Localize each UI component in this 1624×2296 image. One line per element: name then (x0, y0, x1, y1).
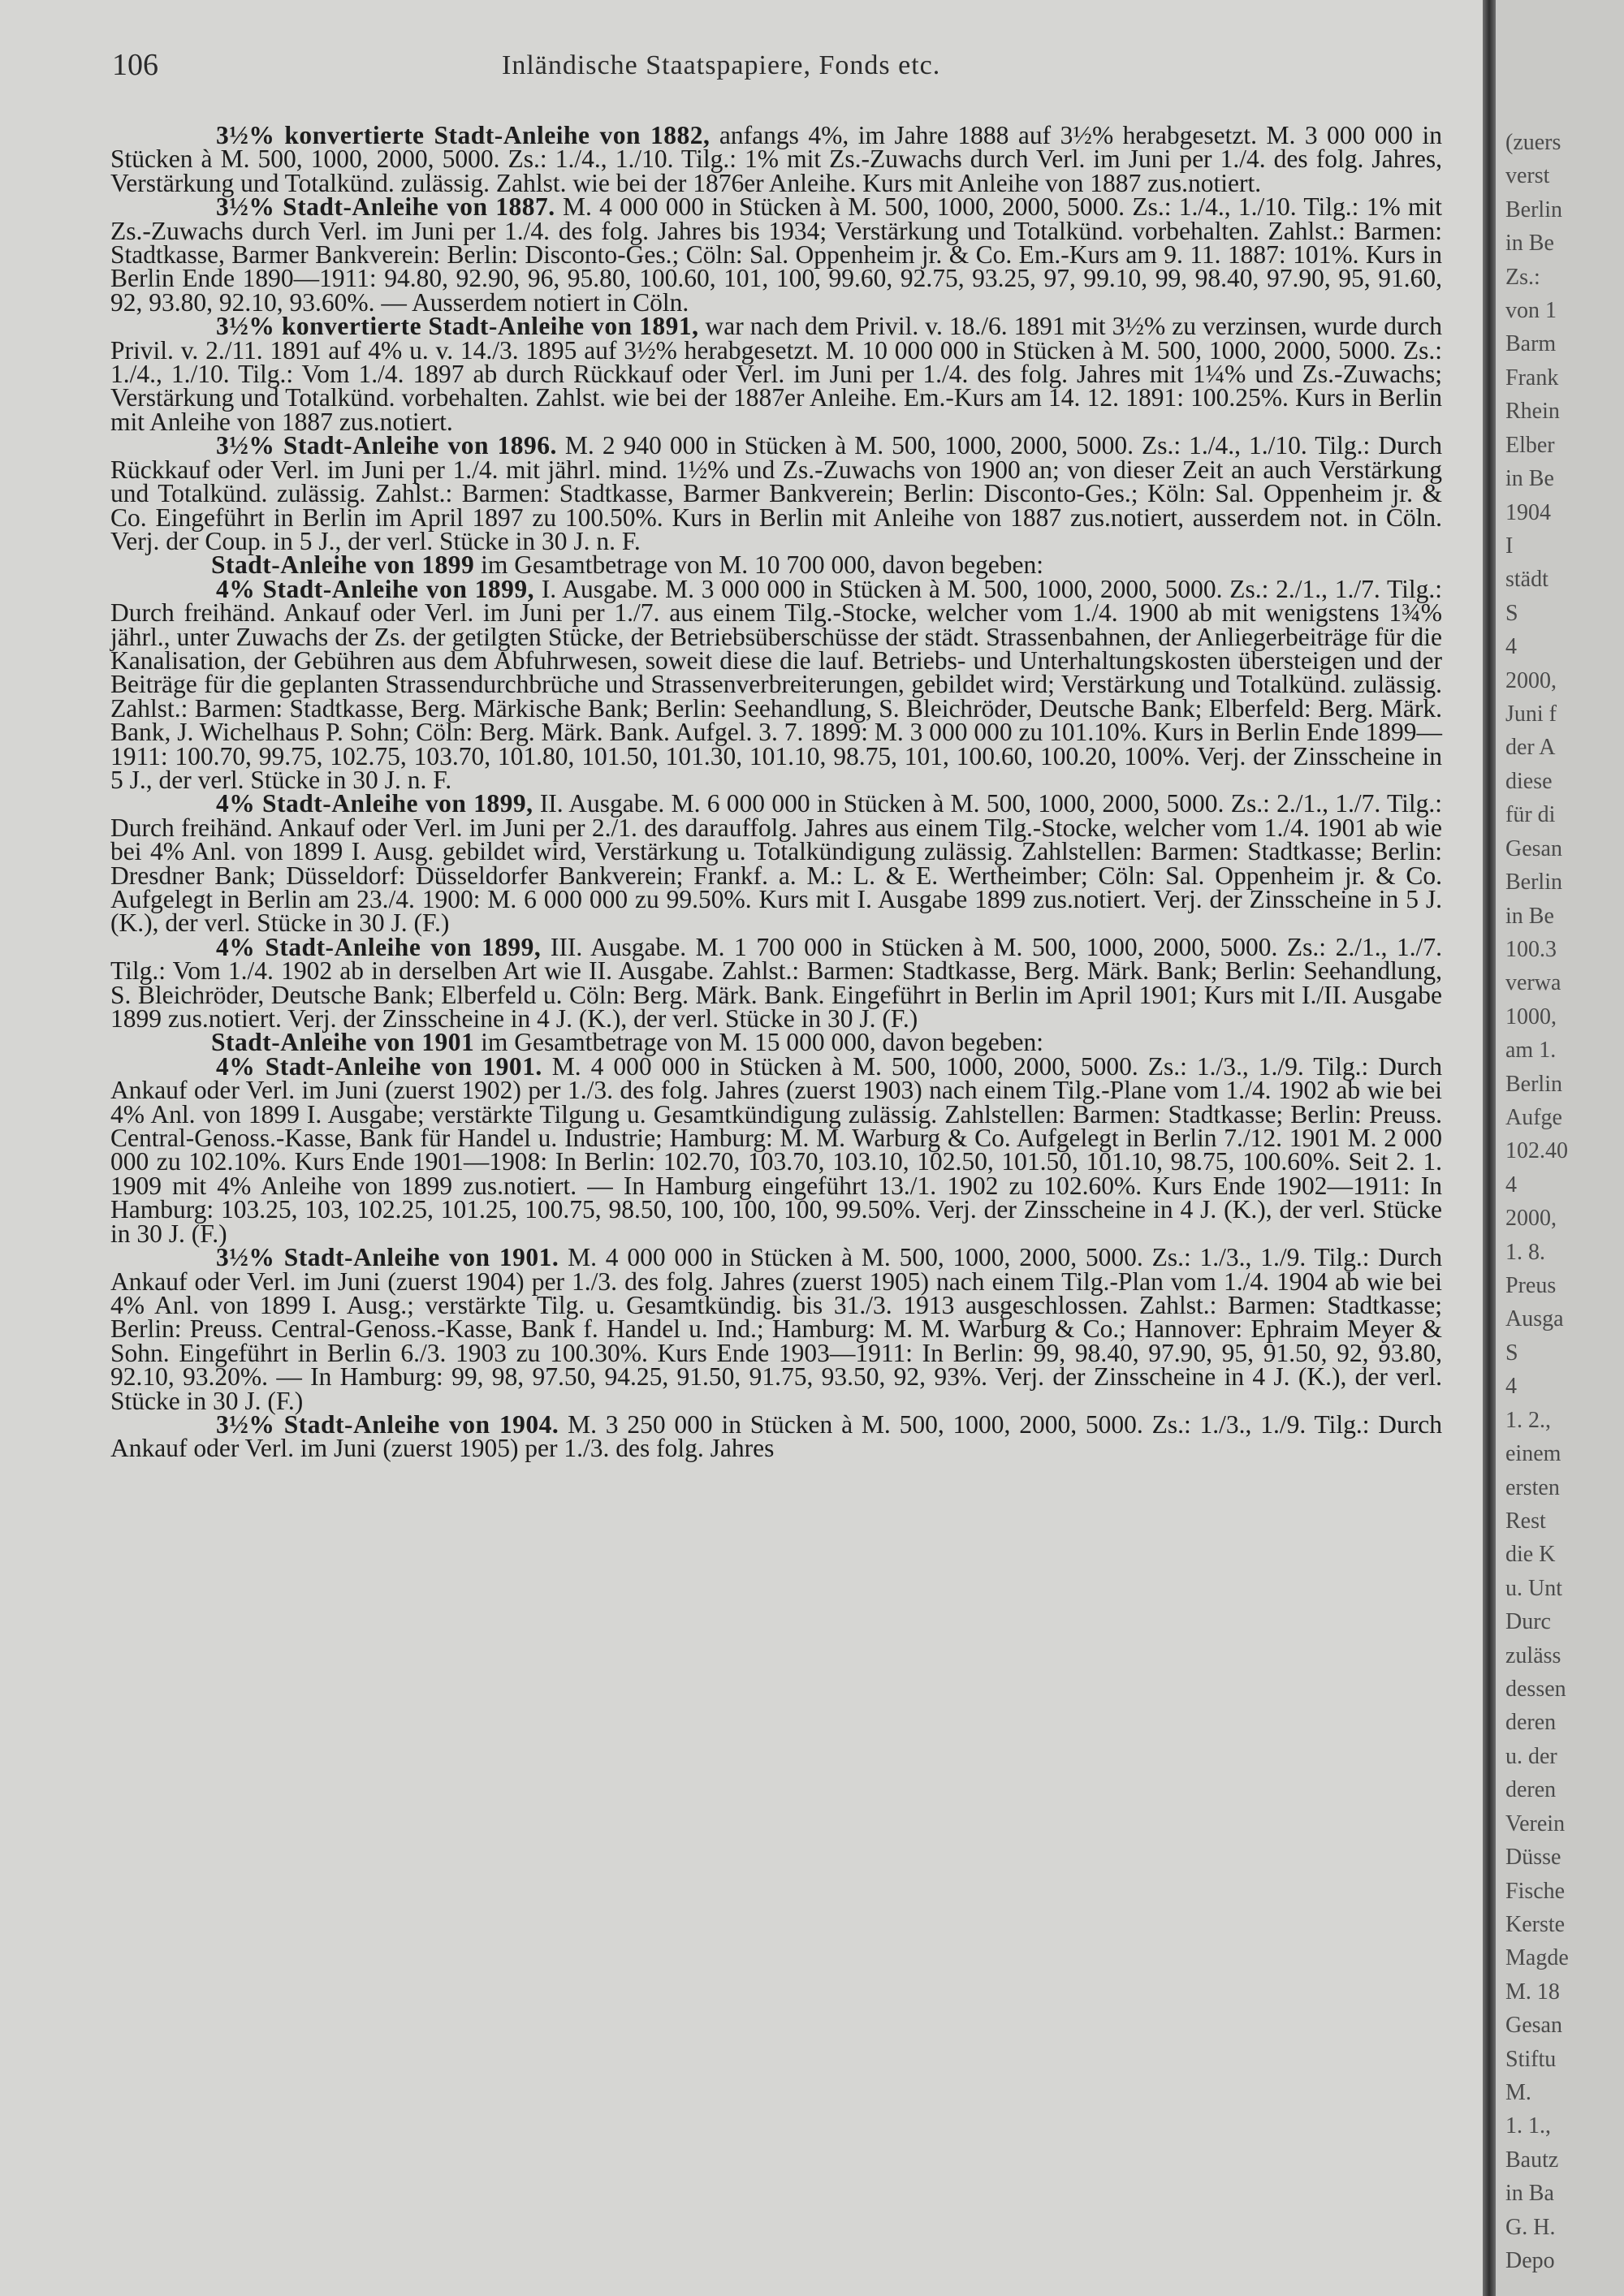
adjacent-page-fragment: 4 (1505, 1374, 1517, 1400)
entry-heading: 4% Stadt-Anleihe von 1899, (216, 932, 542, 961)
group-heading: Stadt-Anleihe von 1899 (211, 550, 475, 580)
entry-text: war nach dem Privil. v. 18./6. 1891 mit 3½% zu verzinsen, wurde durch Privil. v. 2./11. 1891 auf 4% u. v. 14./3. 1895 auf 3½% herabgesetzt. M. 10 000 000 in Stücken à M. 500, 1000, 2000, 5000. Zs.: 1./4., 1./10. Tilg.: Vom 1./4. 1897 ab durch Rückkauf oder Verl. im Juni per 1./4. des folg. Jahres mit 1¼% und Zs.-Zuwachs; Verstärkung und Totalkünd. vorbehalten. Zahlst. wie bei der 1887er Anleihe. Em.-Kurs am 14. 12. 1891: 100.25%. Kurs in Berlin mit Anleihe von 1887 zus.notiert. (110, 312, 1443, 436)
loan-entry (110, 574, 1443, 794)
adjacent-page-fragment: Stiftu (1505, 2046, 1557, 2072)
adjacent-page-fragment: 4 (1505, 634, 1517, 660)
adjacent-page-fragment: 1000, (1505, 1003, 1557, 1029)
adjacent-page-fragment: 1. 2., (1505, 1407, 1551, 1433)
adjacent-page-fragment: Gesan (1505, 835, 1562, 861)
adjacent-page-fragment: Düsse (1505, 1845, 1561, 1871)
adjacent-page-fragment: M. (1505, 2080, 1531, 2106)
loan-entry (110, 123, 1442, 195)
adjacent-page-fragment: Berlin (1505, 870, 1562, 896)
adjacent-page-fragment: (zuers (1505, 130, 1561, 155)
adjacent-page-fragment: Kerste (1505, 1911, 1566, 1937)
entry-text: im Gesamtbetrage von M. 10 700 000, davon begeben: (481, 550, 1044, 580)
adjacent-page-fragment: in Be (1505, 466, 1554, 492)
adjacent-page-fragment: einem (1505, 1441, 1561, 1467)
entry-text: anfangs 4%, im Jahre 1888 auf 3½% herabgesetzt. M. 3 000 000 in Stücken à M. 500, 1000, 2000, 5000. Zs.: 1./4., 1./10. Tilg.: 1% mit Zs.-Zuwachs durch Verl. im Juni per 1./4. des folg. Jahres, Verstärkung und Totalkünd. zulässig. Zahlst. wie bei der 1876er Anleihe. Kurs mit Anleihe von 1887 zus.notiert. (110, 121, 1443, 197)
adjacent-page-fragment: I (1505, 533, 1514, 559)
entry-heading: 3½% Stadt-Anleihe von 1901. (216, 1243, 559, 1272)
loan-entry (110, 192, 1443, 317)
adjacent-page-fragment: städt (1505, 567, 1548, 593)
adjacent-page-fragment: 102.40 (1505, 1138, 1568, 1164)
adjacent-page-fragment: deren (1505, 1777, 1557, 1803)
entry-text: im Gesamtbetrage von M. 15 000 000, davon begeben: (481, 1028, 1044, 1057)
adjacent-page-fragment: verst (1505, 163, 1550, 189)
entry-text: M. 3 250 000 in Stücken à M. 500, 1000, 2000, 5000. Zs.: 1./3., 1./9. Tilg.: Durch Ankauf oder Verl. im Juni (zuerst 1905) per 1./3. des folg. Jahres (110, 1409, 1443, 1463)
adjacent-page-fragment: Durc (1505, 1609, 1551, 1635)
adjacent-page-fragment: ersten (1505, 1474, 1560, 1500)
adjacent-page-fragment: Elber (1505, 432, 1555, 458)
adjacent-page-fragment: Magde (1505, 1945, 1569, 1971)
adjacent-page-fragment: 1. 1., (1505, 2113, 1551, 2139)
adjacent-page-fragment: Zs.: (1505, 264, 1540, 290)
adjacent-page-fragment: Barm (1505, 331, 1557, 357)
entry-heading: 3½% konvertierte Stadt-Anleihe von 1882, (216, 121, 710, 149)
entry-text: M. 2 940 000 in Stücken à M. 500, 1000, 2000, 5000. Zs.: 1./4., 1./10. Tilg.: Durch Rückkauf oder Verl. im Juni per 1./4. mit jährl. mind. 1½% und Zs.-Zuwachs von 1900 an; von dieser Zeit an auch Verstärkung und Totalkünd. zulässig. Zahlst.: Barmen: Stadtkasse, Barmer Bankverein; Berlin: Disconto-Ges.; Köln: Sal. Oppenheim jr. & Co. Eingeführt in Berlin im April 1897 zu 100.50%. Kurs in Berlin mit Anleihe von 1887 zus.notiert, ausserdem not. in Cöln. Verj. der Coup. in 5 J., der verl. Stücke in 30 J. n. F. (110, 431, 1443, 555)
entry-text: M. 4 000 000 in Stücken à M. 500, 1000, 2000, 5000. Zs.: 1./4., 1./10. Tilg.: 1% mit Zs.-Zuwachs durch Verl. im Juni per 1./4. des folg. Jahres bis 1934; Verstärkung und Totalkünd. vorbehalten. Zahlst.: Barmen: Stadtkasse, Barmer Bankverein: Berlin: Disconto-Ges.; Cöln: Sal. Oppenheim jr. & Co. Em.-Kurs am 9. 11. 1887: 101%. Kurs in Berlin Ende 1890—1911: 94.80, 92.90, 96, 95.80, 100.60, 101, 100, 99.60, 92.75, 93.25, 97, 99.10, 99, 98.40, 97.90, 95, 91.60, 92, 93.80, 92.10, 93.60%. — Ausserdem notiert in Cöln. (110, 192, 1443, 317)
adjacent-page-fragment: der A (1505, 735, 1556, 761)
adjacent-page-fragment: Depo (1505, 2248, 1555, 2274)
adjacent-page-fragment: 2000, (1505, 1206, 1557, 1232)
adjacent-page-fragment: in Ba (1505, 2181, 1554, 2207)
entry-heading: 4% Stadt-Anleihe von 1899, (216, 789, 533, 818)
adjacent-page-fragment: Ausga (1505, 1306, 1564, 1332)
adjacent-page-fragment: 1904 (1505, 499, 1551, 525)
adjacent-page-fragment: Berlin (1505, 1071, 1562, 1097)
page-number: 106 (112, 48, 158, 82)
adjacent-page-fragment: in Be (1505, 231, 1554, 257)
loan-entry (110, 431, 1443, 555)
adjacent-page-fragment: Rhein (1505, 399, 1560, 425)
adjacent-page-fragment: Aufge (1505, 1105, 1562, 1130)
entry-heading: 3½% Stadt-Anleihe von 1887. (216, 192, 555, 222)
body-text (110, 123, 1442, 1461)
group-heading: Stadt-Anleihe von 1901 (211, 1028, 475, 1057)
adjacent-page-fragment: dessen (1505, 1677, 1566, 1703)
adjacent-page-fragment: die K (1505, 1542, 1556, 1568)
adjacent-page-fragment: Berlin (1505, 196, 1562, 222)
entry-text: M. 4 000 000 in Stücken à M. 500, 1000, 2000, 5000. Zs.: 1./3., 1./9. Tilg.: Durch Ankauf oder Verl. im Juni (zuerst 1902) per 1./3. des folg. Jahres (zuerst 1903) nach einem Tilg.-Plane vom 1./4. 1902 ab wie bei 4% Anl. von 1899 I. Ausgabe; verstärkte Tilgung u. Gesamtkündigung zulässig. Zahlstellen: Barmen: Stadtkasse; Berlin: Preuss. Central-Genoss.-Kasse, Bank für Handel u. Industrie; Hamburg: M. M. Warburg & Co. Aufgelegt in Berlin 7./12. 1901 M. 2 000 000 zu 102.10%. Kurs Ende 1901—1908: In Berlin: 102.70, 103.70, 103.10, 102.50, 101.50, 101.10, 98.75, 100.60%. Seit 2. 1. 1909 mit 4% Anleihe von 1899 zus.notiert. — In Hamburg eingeführt 13./1. 1902 zu 102.60%. Kurs Ende 1902—1911: In Hamburg: 103.25, 103, 102.25, 101.25, 100.75, 98.50, 100, 100, 100, 99.50%. Verj. der Zinsscheine in 4 J. (K.), der verl. Stücke in 30 J. (F.) (110, 1051, 1443, 1248)
running-title: Inländische Staatspapiere, Fonds etc. (502, 50, 941, 80)
book-gutter (1483, 0, 1496, 2296)
adjacent-page-fragment: Fische (1505, 1878, 1566, 1904)
adjacent-page-fragment: 4 (1505, 1172, 1517, 1198)
entry-heading: 3½% Stadt-Anleihe von 1896. (216, 431, 557, 460)
adjacent-page-fragment: S (1505, 1340, 1518, 1366)
adjacent-page-fragment: Bautz (1505, 2147, 1559, 2173)
section-group (110, 1028, 1442, 1057)
adjacent-page-fragment: 100.3 (1505, 936, 1557, 962)
loan-entry (110, 1409, 1443, 1463)
adjacent-page-fragment: 2000, (1505, 667, 1557, 693)
loan-entry (110, 1051, 1443, 1248)
adjacent-page-fragment: in Be (1505, 903, 1554, 929)
adjacent-page-fragment: M. 18 (1505, 1979, 1560, 2005)
entry-text: III. Ausgabe. M. 1 700 000 in Stücken à M. 500, 1000, 2000, 5000. Zs.: 2./1., 1./7. Tilg.: Vom 1./4. 1902 ab in derselben Art wie II. Ausgabe. Zahlst.: Barmen: Stadtkasse, Berg. Märk. Bank; Berlin: Seehandlung, S. Bleichröder, Deutsche Bank; Elberfeld u. Cöln: Berg. Märk. Bank. Eingeführt in Berlin im April 1901; Kurs mit I./II. Ausgabe 1899 zus.notiert. Verj. der Zinsscheine in 4 J. (K.), der verl. Stücke in 30 J. (F.) (110, 932, 1442, 1034)
adjacent-page-fragment: 1. 8. (1505, 1239, 1545, 1265)
entry-heading: 3½% Stadt-Anleihe von 1904. (216, 1409, 559, 1439)
page-header (112, 47, 1444, 88)
adjacent-page-fragment: Frank (1505, 365, 1559, 391)
adjacent-page-fragment: von 1 (1505, 298, 1557, 324)
loan-entry (110, 1245, 1442, 1413)
adjacent-page-fragment: am 1. (1505, 1038, 1557, 1064)
adjacent-page-fragment: Gesan (1505, 2013, 1562, 2039)
adjacent-page-fragment: für di (1505, 802, 1556, 828)
entry-text: II. Ausgabe. M. 6 000 000 in Stücken à M. 500, 1000, 2000, 5000. Zs.: 2./1., 1./7. Tilg.: Durch freihänd. Ankauf oder Verl. im Juni per 2./1. des darauffolg. Jahres aus einem Tilg.-Stocke, welcher vom 1./4. 1901 ab wie bei 4% Anl. von 1899 I. Ausg. gebildet wird, Verstärkung u. Totalkündigung zulässig. Zahlstellen: Barmen: Stadtkasse; Berlin: Dresdner Bank; Düsseldorf: Düsseldorfer Bankverein; Frankf. a. M.: L. & E. Wertheimber; Cöln: Sal. Oppenheim jr. & Co. Aufgelegt in Berlin am 23./4. 1900: M. 6 000 000 zu 99.50%. Kurs mit I. Ausgabe 1899 zus.notiert. Verj. der Zinsscheine in 5 J. (K.), der verl. Stücke in 30 J. (F.) (110, 789, 1443, 938)
loan-entry (110, 789, 1443, 938)
entry-heading: 4% Stadt-Anleihe von 1901. (216, 1051, 542, 1081)
entry-heading: 3½% konvertierte Stadt-Anleihe von 1891, (216, 312, 699, 341)
adjacent-page-fragment: Preus (1505, 1273, 1557, 1299)
entry-text: M. 4 000 000 in Stücken à M. 500, 1000, 2000, 5000. Zs.: 1./3., 1./9. Tilg.: Durch Ankauf oder Verl. im Juni (zuerst 1904) per 1./3. des folg. Jahres (zuerst 1905) nach einem Tilg.-Plan vom 1./4. 1904 ab wie bei 4% Anl. von 1899 I. Ausg.; verstärkte Tilg. u. Gesamtkündig. bis 31./3. 1913 ausgeschlossen. Zahlst.: Barmen: Stadtkasse; Berlin: Preuss. Central-Genoss.-Kasse, Bank f. Handel u. Ind.; Hamburg: M. M. Warburg & Co.; Hannover: Ephraim Meyer & Sohn. Eingeführt in Berlin 6./3. 1903 zu 100.30%. Kurs Ende 1903—1911: In Berlin: 99, 98.40, 97.90, 95, 91.50, 92, 93.80, 92.10, 93.20%. — In Hamburg: 99, 98, 97.50, 94.25, 91.50, 91.75, 93.50, 92, 93%. Verj. der Zinsscheine in 4 J. (K.), der verl. Stücke in 30 J. (F.) (110, 1243, 1443, 1415)
adjacent-page-fragment: Juni f (1505, 701, 1557, 727)
adjacent-page-fragment: verwa (1505, 970, 1561, 996)
adjacent-page-fragment: u. der (1505, 1743, 1557, 1769)
adjacent-page-fragment: diese (1505, 768, 1553, 794)
adjacent-page-fragment: u. Unt (1505, 1575, 1562, 1601)
entry-text: I. Ausgabe. M. 3 000 000 in Stücken à M. 500, 1000, 2000, 5000. Zs.: 2./1., 1./7. Tilg.: Durch freihänd. Ankauf oder Verl. im Juni per 1./7. aus einem Tilg.-Stocke, welcher vom 1./4. 1900 ab mit wenigstens 1¾% jährl., unter Zuwachs der Zs. der getilgten Stücke, der Betriebsüberschüsse der städt. Strassenbahnen, der Anliegerbeiträge für die Kanalisation, der Gebühren aus dem Abfuhrwesen, soweit diese die lauf. Betriebs- und Unterhaltungskosten übersteigen und der Beiträge für die geplanten Strassendurchbrüche und Strassenverbreiterungen, gebildet wird; Verstärkung und Totalkünd. zulässig. Zahlst.: Barmen: Stadtkasse, Berg. Märkische Bank; Berlin: Seehandlung, S. Bleichröder, Deutsche Bank; Elberfeld: Berg. Märk. Bank, J. Wichelhaus P. Sohn; Cöln: Berg. Märk. Bank. Aufgel. 3. 7. 1899: M. 3 000 000 zu 101.10%. Kurs in Berlin Ende 1899—1911: 100.70, 99.75, 102.75, 103.70, 101.80, 101.50, 101.30, 101.10, 98.75, 101, 100.60, 100.20, 100%. Verj. der Zinsscheine in 5 J., der verl. Stücke in 30 J. n. F. (110, 574, 1443, 794)
adjacent-page-fragment: Verein (1505, 1810, 1566, 1836)
adjacent-page-fragment: Rest (1505, 1508, 1546, 1534)
adjacent-page-fragment: deren (1505, 1710, 1557, 1736)
section-group (110, 550, 1442, 580)
adjacent-page-fragment: S (1505, 600, 1518, 626)
loan-entry (110, 314, 1442, 434)
adjacent-page-fragment: G. H. (1505, 2214, 1556, 2240)
loan-entry (110, 932, 1442, 1034)
adjacent-page-edge (1496, 0, 1624, 2296)
adjacent-page-fragment: zuläss (1505, 1642, 1561, 1668)
entry-heading: 4% Stadt-Anleihe von 1899, (216, 574, 535, 603)
